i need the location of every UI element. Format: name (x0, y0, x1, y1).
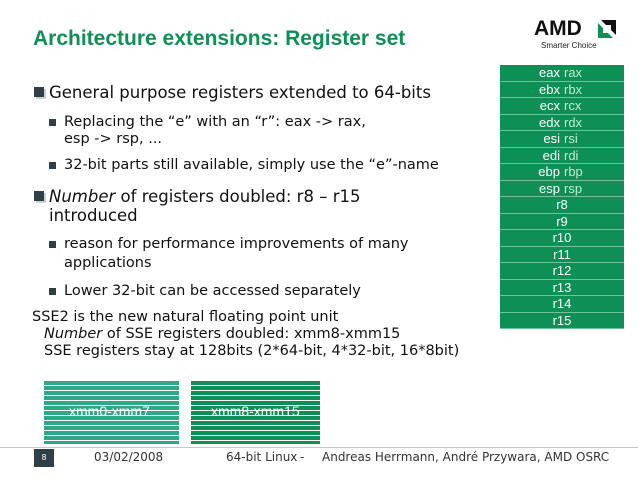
register-name: r13 (552, 279, 572, 295)
italic-number-word: Number (44, 326, 103, 342)
sub-bullet-icon (49, 119, 56, 126)
logo-tagline: Smarter Choice (541, 41, 597, 50)
bullet-registers-doubled (49, 187, 360, 206)
register-64bit-name: rdx (564, 114, 583, 130)
footer-divider (0, 447, 638, 448)
register-row (500, 65, 624, 82)
register-row (500, 230, 624, 247)
register-32bit-name: eax (539, 65, 560, 80)
register-row (500, 263, 624, 280)
sub-bullet-replacing-line2: esp -> rsp, ... (64, 131, 163, 147)
register-64bit-name: rsp (564, 180, 583, 196)
register-row (500, 115, 624, 132)
bullet-registers-doubled-rest: of registers doubled: r8 – r15 (115, 187, 361, 206)
register-64bit-name: rbx (564, 81, 583, 97)
bullet-gpr-extended: General purpose registers extended to 64-bits (49, 83, 431, 102)
register-name: r9 (556, 213, 568, 229)
register-table (500, 65, 624, 329)
register-row (500, 214, 624, 231)
bullet-square-icon (34, 191, 44, 201)
bullet-registers-doubled-line2: introduced (49, 206, 138, 225)
register-32bit-name: ebx (539, 81, 560, 97)
register-name: r14 (552, 296, 572, 311)
sub-bullet-icon (49, 241, 56, 248)
register-64bit-name: rsi (564, 131, 578, 146)
register-32bit-name: esi (543, 131, 560, 146)
register-row (500, 82, 624, 99)
italic-number-word: Number (49, 187, 116, 206)
sub-bullet-icon (49, 162, 56, 169)
register-name: r8 (556, 197, 568, 212)
register-row (500, 296, 624, 313)
sse-line-3: SSE registers stay at 128bits (2*64-bit, 4*32-bit, 16*8bit) (44, 343, 460, 359)
register-name: r12 (552, 263, 572, 278)
xmm-left-label: xmm0-xmm7 (69, 403, 150, 419)
register-64bit-name: rcx (564, 98, 582, 113)
footer-separator: - (300, 450, 305, 464)
register-32bit-name: ecx (539, 98, 560, 113)
register-row (500, 131, 624, 148)
xmm-register-stripe (191, 441, 320, 444)
bullet-square-icon (34, 87, 44, 97)
register-row (500, 148, 624, 165)
sub-bullet-replacing-line1: Replacing the “e” with an “r”: eax -> rax, (64, 114, 366, 130)
page-number: 8 (34, 449, 54, 467)
footer-authors: Andreas Herrmann, André Przywara, AMD OSRC (322, 450, 610, 464)
sub-bullet-performance-line2: applications (64, 255, 152, 271)
footer-date: 03/02/2008 (94, 450, 164, 464)
sub-bullet-icon (49, 288, 56, 295)
register-row (500, 197, 624, 214)
register-64bit-name: rdi (564, 147, 579, 163)
register-row (500, 313, 624, 330)
register-32bit-name: ebp (538, 164, 560, 179)
register-row (500, 181, 624, 198)
sub-bullet-lower-32bit: Lower 32-bit can be accessed separately (64, 283, 361, 299)
logo-wordmark: AMD (534, 17, 582, 40)
xmm-register-stripe (44, 441, 179, 444)
register-64bit-name: rbp (564, 164, 583, 179)
register-row (500, 280, 624, 297)
sub-bullet-performance-line1: reason for performance improvements of many (64, 236, 409, 252)
register-name: r10 (552, 230, 572, 245)
sub-bullet-32bit-parts: 32-bit parts still available, simply use the “e”-name (64, 157, 439, 173)
sse-line-2-rest: of SSE registers doubled: xmm8-xmm15 (102, 326, 401, 342)
slide-title: Architecture extensions: Register set (33, 27, 406, 50)
register-32bit-name: edi (542, 147, 560, 163)
register-row (500, 98, 624, 115)
amd-logo (534, 17, 618, 57)
register-name: r11 (553, 246, 571, 262)
register-64bit-name: rax (564, 65, 583, 80)
register-32bit-name: esp (539, 180, 560, 196)
register-name: r15 (552, 312, 572, 328)
amd-arrow-icon (598, 20, 616, 38)
register-row (500, 247, 624, 264)
sse-line-1: SSE2 is the new natural floating point unit (32, 309, 339, 325)
xmm-right-label: xmm8-xmm15 (211, 403, 300, 419)
register-row (500, 164, 624, 181)
footer-title: 64-bit Linux (226, 450, 298, 464)
sse-line-2 (44, 326, 400, 342)
register-32bit-name: edx (539, 114, 560, 130)
